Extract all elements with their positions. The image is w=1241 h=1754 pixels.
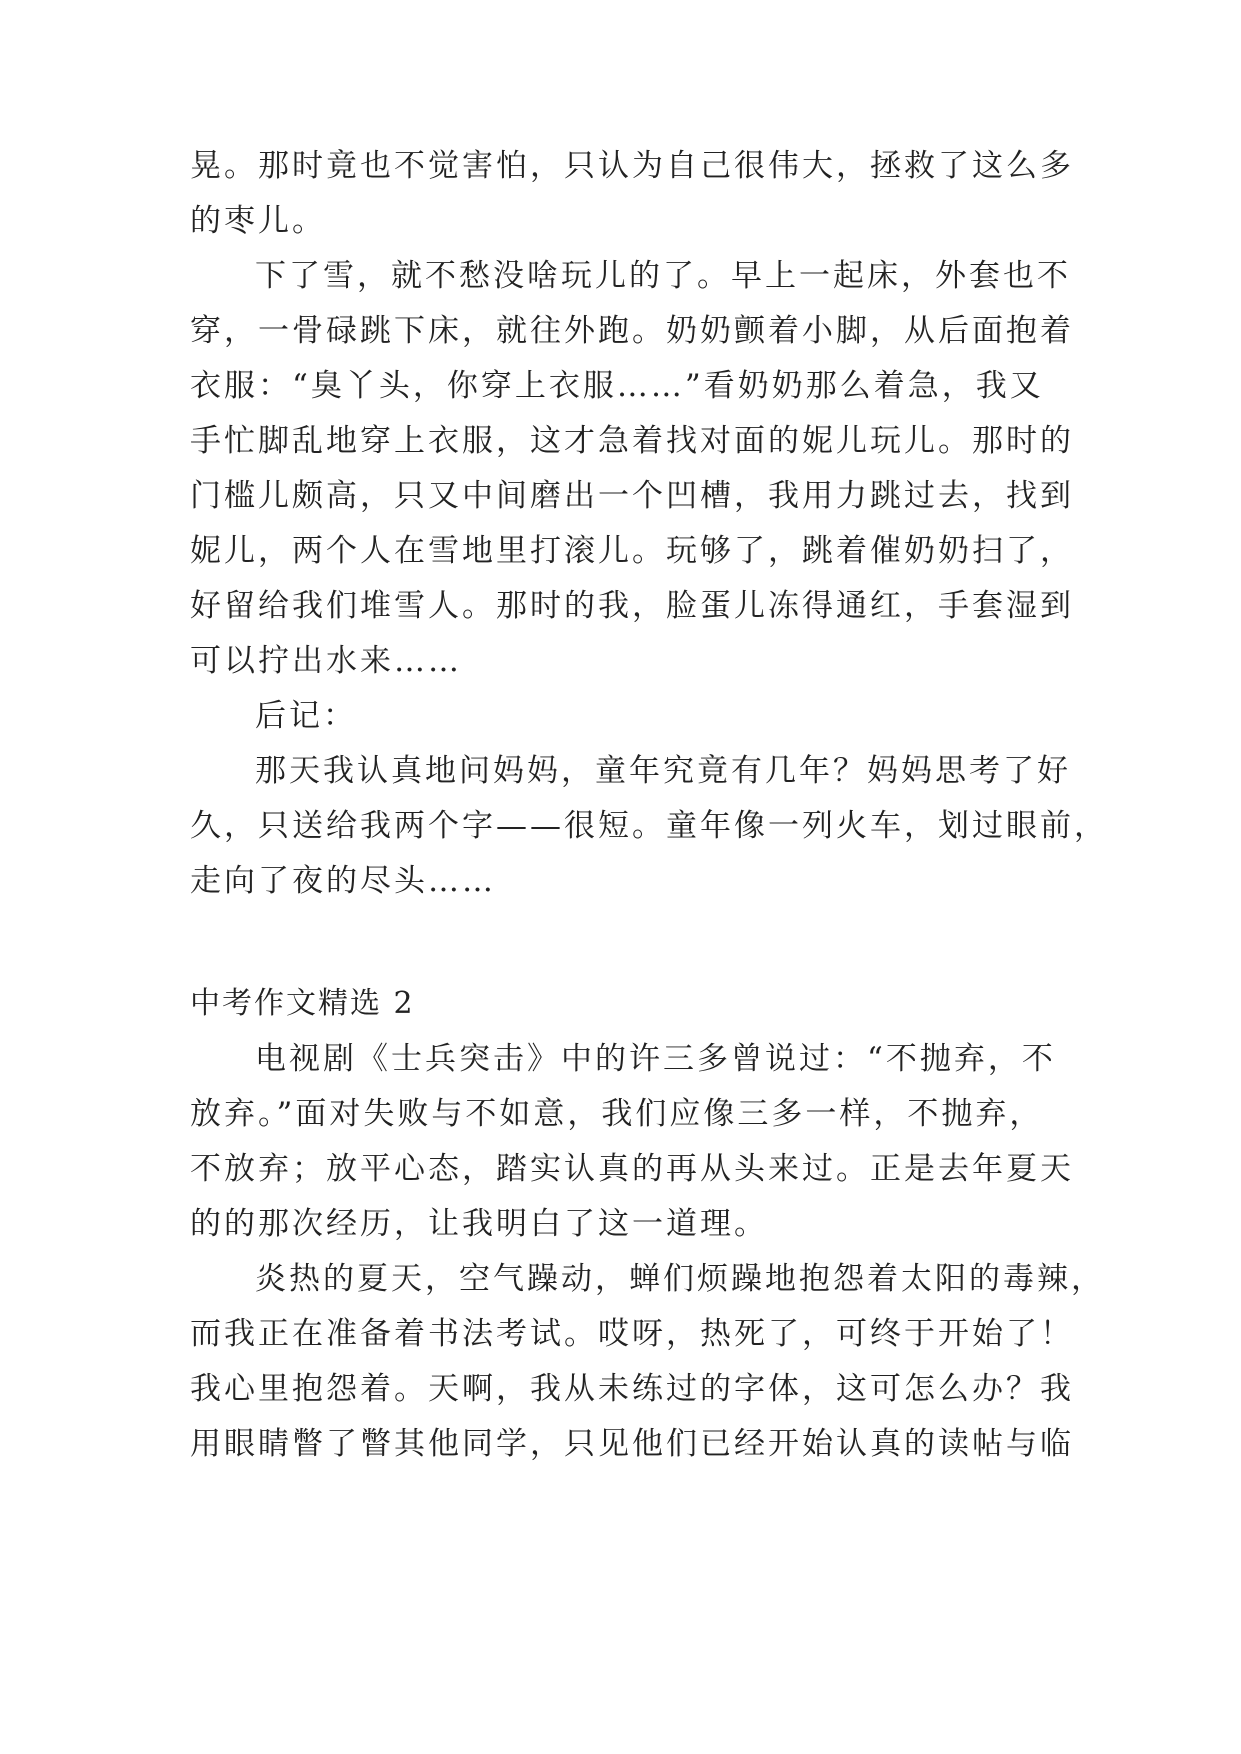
paragraph-start-line: 那天我认真地问妈妈，童年究竟有几年？妈妈思考了好 [255,753,1071,789]
text-line: 晃。那时竟也不觉害怕，只认为自己很伟大，拯救了这么多 [190,148,1074,184]
postscript-heading: 后记： [255,698,357,734]
text-line: 用眼睛瞥了瞥其他同学，只见他们已经开始认真的读帖与临 [190,1426,1074,1462]
paragraph-start-line: 电视剧《士兵突击》中的许三多曾说过：“不抛弃，不 [255,1041,1056,1077]
text-line: 久，只送给我两个字——很短。童年像一列火车，划过眼前， [190,808,1108,844]
paragraph-start-line: 炎热的夏天，空气躁动，蝉们烦躁地抱怨着太阳的毒辣， [255,1261,1105,1297]
paragraph-start-line: 下了雪，就不愁没啥玩儿的了。早上一起床，外套也不 [255,258,1071,294]
text-line: 我心里抱怨着。天啊，我从未练过的字体，这可怎么办？我 [190,1371,1074,1407]
text-line: 可以拧出水来…… [190,643,462,679]
text-line: 手忙脚乱地穿上衣服，这才急着找对面的妮儿玩儿。那时的 [190,423,1074,459]
text-line: 不放弃；放平心态，踏实认真的再从头来过。正是去年夏天 [190,1151,1074,1187]
text-line: 而我正在准备着书法考试。哎呀，热死了，可终于开始了！ [190,1316,1074,1352]
text-line: 妮儿，两个人在雪地里打滚儿。玩够了，跳着催奶奶扫了， [190,533,1074,569]
text-line: 衣服：“臭丫头，你穿上衣服……”看奶奶那么着急，我又 [190,368,1044,404]
section-title: 中考作文精选 2 [190,986,415,1021]
text-line: 的的那次经历，让我明白了这一道理。 [190,1206,768,1242]
text-line: 穿，一骨碌跳下床，就往外跑。奶奶颤着小脚，从后面抱着 [190,313,1074,349]
text-line: 放弃。”面对失败与不如意，我们应像三多一样，不抛弃， [190,1096,1044,1132]
text-line: 门槛儿颇高，只又中间磨出一个凹槽，我用力跳过去，找到 [190,478,1074,514]
text-line: 走向了夜的尽头…… [190,863,496,899]
text-line: 的枣儿。 [190,203,326,239]
text-line: 好留给我们堆雪人。那时的我，脸蛋儿冻得通红，手套湿到 [190,588,1074,624]
